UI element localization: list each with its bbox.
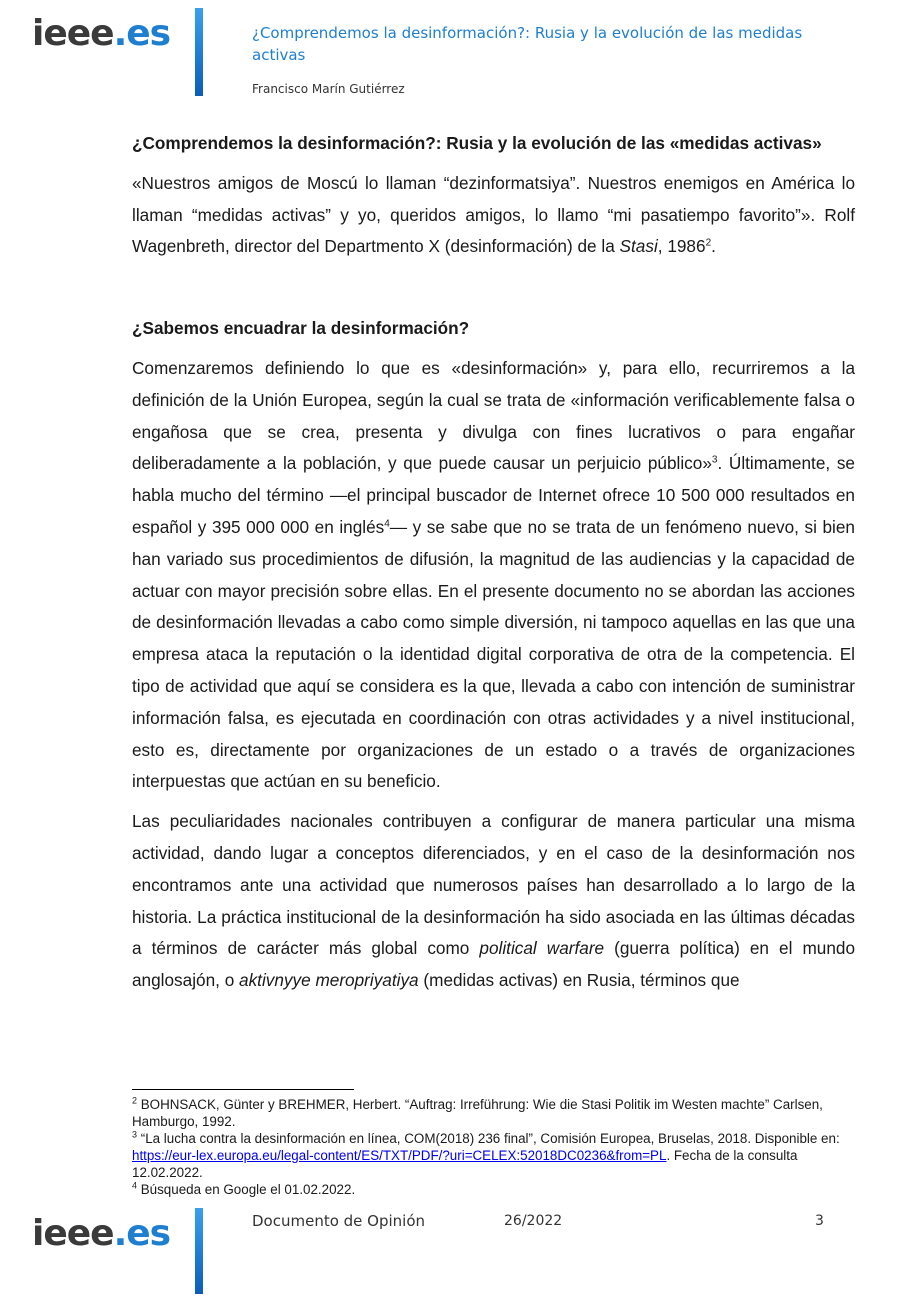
header-author: Francisco Marín Gutiérrez <box>252 82 405 96</box>
footnotes <box>132 1096 862 1198</box>
p2-italic-political-warfare: political warfare <box>479 938 605 959</box>
footnote-number: 4 <box>132 1180 138 1191</box>
footnote-text: Búsqueda en Google el 01.02.2022. <box>137 1182 356 1197</box>
footer-document-number: 26/2022 <box>504 1213 563 1229</box>
header-accent-bar <box>195 8 203 96</box>
paragraph-2 <box>132 806 855 997</box>
footnote-text: BOHNSACK, Günter y BREHMER, Herbert. “Auftrag: Irreführung: Wie die Stasi Politik im Westen machte” Carlsen, Hamburgo, 1992. <box>132 1097 823 1129</box>
p1-part-a: Comenzaremos definiendo lo que es «desinformación» y, para ello, recurriremos a la definición de la Unión Europea, según la cual se trata de «información verificablemente falsa o engañosa que se crea, presenta y divulga con fines lucrativos o para engañar deliberadamente a la población, y que puede causar un perjuicio público» <box>132 357 855 474</box>
footnote-4 <box>132 1181 862 1198</box>
footer-accent-bar <box>195 1208 203 1294</box>
article-body <box>132 128 855 1005</box>
logo-ieee-text: ieee <box>32 1213 114 1254</box>
footnote-ref-3[interactable]: 3 <box>711 454 718 466</box>
footnote-link[interactable]: https://eur-lex.europa.eu/legal-content/ES/TXT/PDF/?uri=CELEX:52018DC0236&from=PL <box>132 1148 667 1163</box>
footer-document-type: Documento de Opinión <box>252 1212 426 1230</box>
p1-part-b: . Últimamente, se habla mucho del término —el principal buscador de Internet ofrece 10 500 000 resultados en español y 395 000 000 en inglés <box>132 453 855 537</box>
p2-italic-aktivnyye: aktivnyye meropriyatiya <box>239 970 419 991</box>
quote-italic-stasi: Stasi <box>619 236 658 257</box>
footnote-ref-4[interactable]: 4 <box>384 518 390 530</box>
footnote-separator <box>132 1089 354 1090</box>
quote-tail: , 1986 <box>657 236 706 257</box>
ieee-logo-footer <box>32 1213 171 1254</box>
p1-part-c: — y se sabe que no se trata de un fenómeno nuevo, si bien han variado sus procedimientos de difusión, la magnitud de las audiencias y la capacidad de actuar con mayor precisión sobre ellas. En el presente documento no se abordan las acciones de desinformación llevadas a cabo como simple diversión, ni tampoco aquellas en las que una empresa ataca la reputación o la identidad digital corporativa de otra de la competencia. El tipo de actividad que aquí se considera es la que, llevada a cabo con intención de suministrar información falsa, es ejecutada en coordinación con otras actividades y a nivel institucional, esto es, directamente por organizaciones de un estado o a través de organizaciones interpuestas que actúan en su beneficio. <box>132 516 855 792</box>
epigraph-quote <box>132 168 855 263</box>
p2-part-b: (guerra política) en el mundo anglosajón, o <box>132 938 856 991</box>
logo-es-text: .es <box>113 13 171 54</box>
footnote-number: 2 <box>132 1095 138 1106</box>
quote-end: . <box>711 236 716 257</box>
p2-part-a: Las peculiaridades nacionales contribuyen a configurar de manera particular una misma actividad, dando lugar a conceptos diferenciados, y en el caso de la desinformación nos encontramos ante una actividad que numerosos países han desarrollado a lo largo de la historia. La práctica institucional de la desinformación ha sido asociada en las últimas décadas a términos de carácter más global como <box>132 811 855 959</box>
footnote-number: 3 <box>132 1129 138 1140</box>
logo-es-text: .es <box>113 1213 171 1254</box>
ieee-logo <box>32 13 171 54</box>
footnote-2 <box>132 1096 862 1130</box>
footnote-3 <box>132 1130 862 1181</box>
footnote-text-after: . Fecha de la consulta 12.02.2022. <box>132 1148 798 1180</box>
header-title: ¿Comprendemos la desinformación?: Rusia y la evolución de las medidas activas <box>252 24 803 64</box>
logo-ieee-text: ieee <box>32 13 114 54</box>
article-heading: ¿Comprendemos la desinformación?: Rusia y la evolución de las «medidas activas» <box>132 133 822 153</box>
paragraph-1 <box>132 353 855 798</box>
footnote-ref-2[interactable]: 2 <box>705 237 712 249</box>
section-heading: ¿Sabemos encuadrar la desinformación? <box>132 318 470 339</box>
quote-text: «Nuestros amigos de Moscú lo llaman “dezinformatsiya”. Nuestros enemigos en América lo llaman “medidas activas” y yo, queridos amigos, lo llamo “mi pasatiempo favorito”». Rolf Wagenbreth, director del Departmento X (desinformación) de la <box>132 172 855 257</box>
page-number: 3 <box>815 1213 824 1229</box>
footnote-text: “La lucha contra la desinformación en línea, COM(2018) 236 final”, Comisión Europea, Bruselas, 2018. Disponible en: <box>137 1131 840 1146</box>
p2-part-c: (medidas activas) en Rusia, términos que <box>418 970 740 991</box>
